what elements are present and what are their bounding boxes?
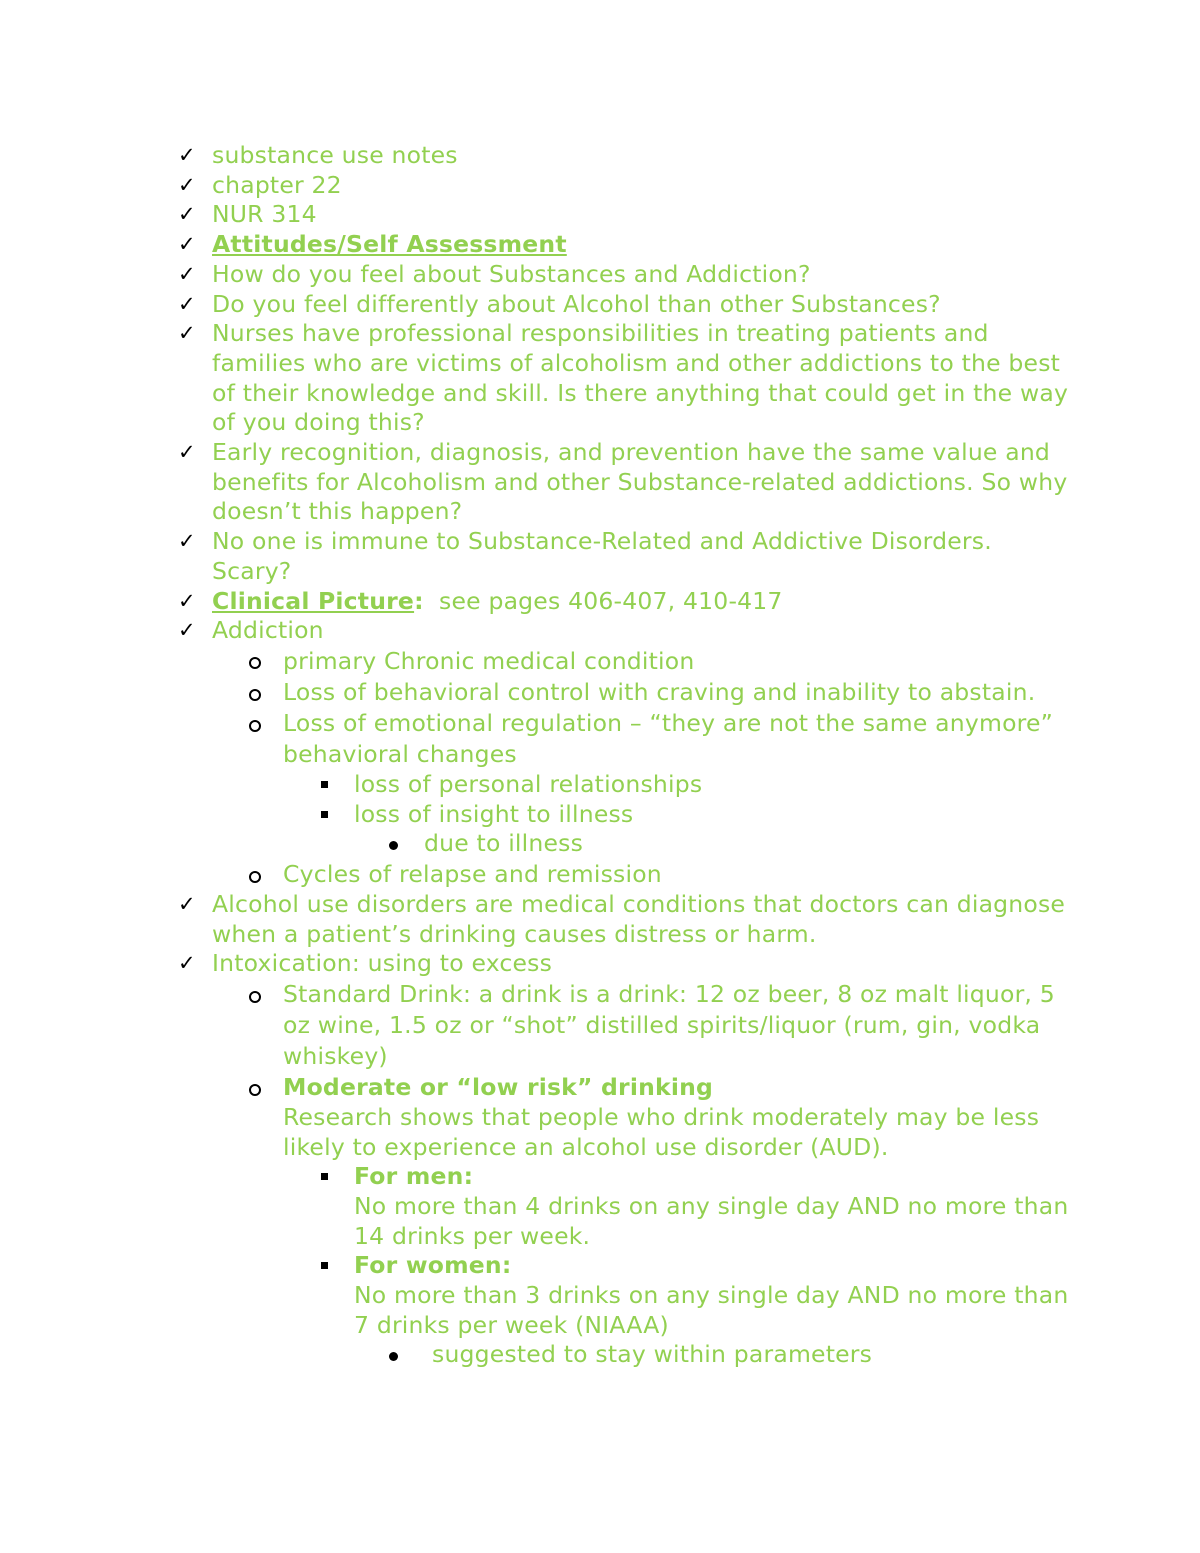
checkmark-icon: ✓ (178, 892, 196, 917)
item-text: Standard Drink: a drink is a drink: 12 oz beer, 8 oz malt liquor, 5 oz wine, 1.5 oz or “shot” distilled spirits/liquor (rum, gin, vodka whiskey) (283, 980, 1055, 1071)
item-text: primary Chronic medical condition (283, 646, 695, 675)
item-text: No more than 4 drinks on any single day AND no more than 14 drinks per week. (354, 1191, 1069, 1250)
list-item (178, 708, 1078, 770)
section-heading: Clinical Picture (212, 586, 415, 615)
round-dot-icon (389, 1352, 398, 1361)
square-bullet-icon (321, 1173, 328, 1180)
checkmark-icon: ✓ (178, 202, 196, 227)
document-body (178, 141, 1078, 1370)
item-text: Alcohol use disorders are medical conditions that doctors can diagnose when a patient’s drinking causes distress or harm. (212, 890, 1066, 948)
subsection-heading: Moderate or “low risk” drinking (283, 1073, 714, 1102)
checkmark-icon: ✓ (178, 440, 196, 465)
checkmark-icon: ✓ (178, 232, 196, 257)
list-item (178, 677, 1078, 708)
list-item (178, 587, 1078, 617)
list-item (178, 616, 1078, 646)
item-text: Research shows that people who drink moderately may be less likely to experience an alcohol use disorder (AUD). (283, 1103, 1040, 1162)
item-text: NUR 314 (212, 200, 317, 229)
section-heading: Attitudes/Self Assessment (212, 230, 567, 259)
item-text: How do you feel about Substances and Addiction? (212, 259, 811, 288)
subsection-heading: For women: (354, 1251, 512, 1280)
item-text: Intoxication: using to excess (212, 949, 553, 978)
checkmark-icon: ✓ (178, 261, 196, 286)
checkmark-icon: ✓ (178, 172, 196, 197)
checkmark-icon: ✓ (178, 291, 196, 316)
list-item (178, 438, 1078, 527)
item-text: Nurses have professional responsibilities in treating patients and families who are victims of alcoholism and other addictions to the best of their knowledge and skill. Is there anything that could get in the way of you doing this? (212, 319, 1069, 437)
checkmark-icon: ✓ (178, 529, 196, 554)
list-item (178, 770, 1078, 800)
item-text: Loss of emotional regulation – “they are not the same anymore” behavioral changes (283, 708, 1054, 768)
square-bullet-icon (321, 1262, 328, 1269)
subsection-heading: For men: (354, 1162, 474, 1191)
item-text: Do you feel differently about Alcohol than other Substances? (212, 289, 941, 318)
heading-colon: : (414, 586, 424, 615)
list-item (178, 890, 1078, 949)
list-item (178, 290, 1078, 320)
list-item (178, 1162, 1078, 1251)
list-item (178, 1340, 1078, 1370)
list-item (178, 1251, 1078, 1340)
list-item (178, 949, 1078, 979)
hollow-circle-icon (249, 657, 261, 669)
item-text: Loss of behavioral control with craving and inability to abstain. (283, 677, 1036, 706)
hollow-circle-icon (249, 720, 261, 732)
item-text: loss of personal relationships (354, 769, 703, 798)
square-bullet-icon (321, 811, 328, 818)
item-text: suggested to stay within parameters (432, 1340, 873, 1369)
item-text: Cycles of relapse and remission (283, 860, 662, 889)
list-item (178, 141, 1078, 171)
list-item (178, 200, 1078, 230)
checkmark-icon: ✓ (178, 951, 196, 976)
hollow-circle-icon (249, 871, 261, 883)
list-item (178, 230, 1078, 260)
item-text: Early recognition, diagnosis, and prevention have the same value and benefits for Alcoholism and other Substance-related addictions. So why doesn’t this happen? (212, 438, 1068, 526)
hollow-circle-icon (249, 991, 261, 1003)
item-text: No more than 3 drinks on any single day AND no more than 7 drinks per week (NIAAA) (354, 1280, 1069, 1339)
list-item (178, 319, 1078, 438)
item-text: substance use notes (212, 141, 458, 169)
item-text: see pages 406-407, 410-417 (423, 586, 783, 615)
item-text: No one is immune to Substance-Related and Addictive Disorders. Scary? (212, 527, 992, 585)
checkmark-icon: ✓ (178, 321, 196, 346)
item-text: Addiction (212, 616, 324, 645)
item-text: loss of insight to illness (354, 799, 634, 828)
item-text: chapter 22 (212, 170, 342, 199)
round-dot-icon (389, 841, 398, 850)
square-bullet-icon (321, 781, 328, 788)
item-text: due to illness (424, 829, 584, 858)
list-item (178, 527, 1078, 586)
hollow-circle-icon (249, 1084, 261, 1096)
checkmark-icon: ✓ (178, 618, 196, 643)
hollow-circle-icon (249, 689, 261, 701)
checkmark-icon: ✓ (178, 588, 196, 613)
list-item (178, 859, 1078, 890)
checkmark-icon: ✓ (178, 143, 196, 167)
list-item (178, 979, 1078, 1072)
list-item (178, 829, 1078, 859)
list-item (178, 646, 1078, 677)
list-item (178, 1072, 1078, 1162)
list-item (178, 171, 1078, 201)
list-item (178, 800, 1078, 830)
list-item (178, 260, 1078, 290)
